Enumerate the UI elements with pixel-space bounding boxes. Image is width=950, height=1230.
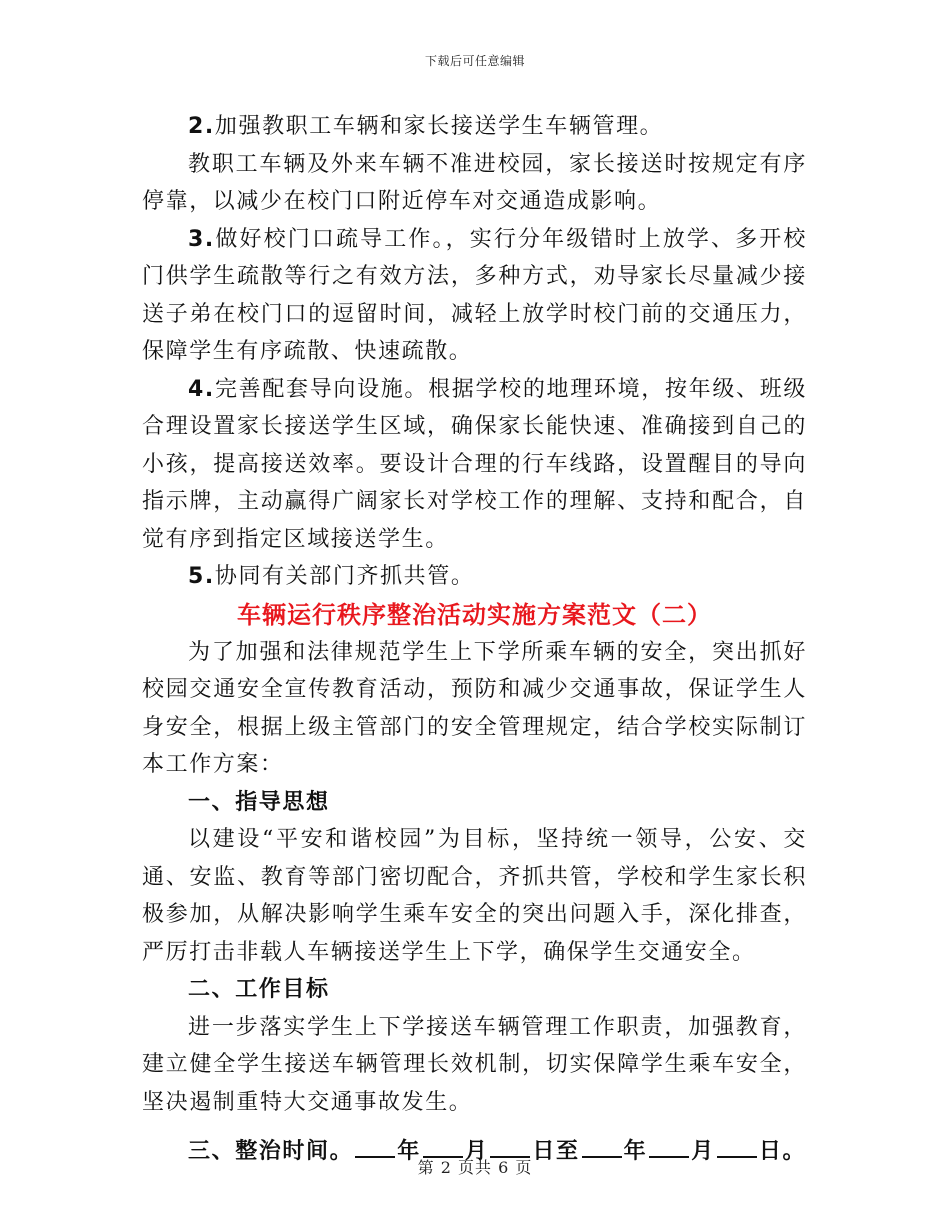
item-4-text: 完善配套导向设施。根据学校的地理环境，按年级、班级合理设置家长接送学生区域，确保家长能快速、准确接到自己的小孩，提高接送效率。要设计合理的行车线路，设置醒目的导向指示牌，主动赢得广阔家长对学校工作的理解、支持和配合，自觉有序到指定区域接送学生。: [142, 376, 807, 552]
period-year-end: 年: [623, 1139, 648, 1164]
page-footer: 第 2 页共 6 页: [417, 1158, 533, 1177]
item-2-body: 教职工车辆及外来车辆不准进校园，家长接送时按规定有序停靠，以减少在校门口附近停车对交通造成影响。: [142, 151, 807, 214]
period-month-end: 月: [691, 1139, 715, 1164]
item-3: [142, 221, 807, 371]
item-2-title: [142, 108, 807, 146]
heading-guiding-ideology: 一、指导思想: [188, 789, 330, 815]
item-2-title-text: 加强教职工车辆和家长接送学生车辆管理。: [214, 114, 664, 139]
period-month-start: 月: [464, 1139, 489, 1164]
item-3-number: 3.: [188, 226, 215, 252]
item-5-number: 5.: [188, 564, 215, 589]
item-4-number: 4.: [188, 376, 215, 402]
header-note: 下载后可任意编辑: [424, 54, 525, 68]
work-goals-text: 进一步落实学生上下学接送车辆管理工作职责，加强教育，建立健全学生接送车辆管理长效机制，切实保障学生乘车安全，坚决遏制重特大交通事故发生。: [142, 1014, 807, 1115]
section-title: 车辆运行秩序整治活动实施方案范文（二）: [237, 600, 712, 629]
section-intro: 为了加强和法律规范学生上下学所乘车辆的安全，突出抓好校园交通安全宣传教育活动，预防和减少交通事故，保证学生人身安全，根据上级主管部门的安全管理规定，结合学校实际制订本工作方案：: [142, 639, 807, 777]
guiding-ideology-text: 以建设“平安和谐校园”为目标，坚持统一领导，公安、交通、安监、教育等部门密切配合，齐抓共管，学校和学生家长积极参加，从解决影响学生乘车安全的突出问题入手，深化排查，严厉打击非载人车辆接送学生上下学，确保学生交通安全。: [142, 827, 807, 965]
period-day-end: 日。: [758, 1139, 807, 1164]
period-year-start: 年: [397, 1139, 421, 1164]
period-label: 三、整治时间。: [188, 1139, 354, 1164]
period-day-start: 日至: [532, 1139, 580, 1164]
item-5: [142, 558, 807, 596]
document-body: [142, 108, 807, 1171]
item-2-number: 2.: [188, 114, 215, 139]
item-3-text: 做好校门口疏导工作。，实行分年级错时上放学、多开校门供学生疏散等行之有效方法，多种方式，劝导家长尽量减少接送子弟在校门口的逗留时间，减轻上放学时校门前的交通压力，保障学生有序疏散、快速疏散。: [142, 226, 807, 364]
heading-work-goals: 二、工作目标: [188, 977, 330, 1002]
item-5-text: 协同有关部门齐抓共管。: [214, 564, 475, 589]
item-4: [142, 371, 807, 559]
